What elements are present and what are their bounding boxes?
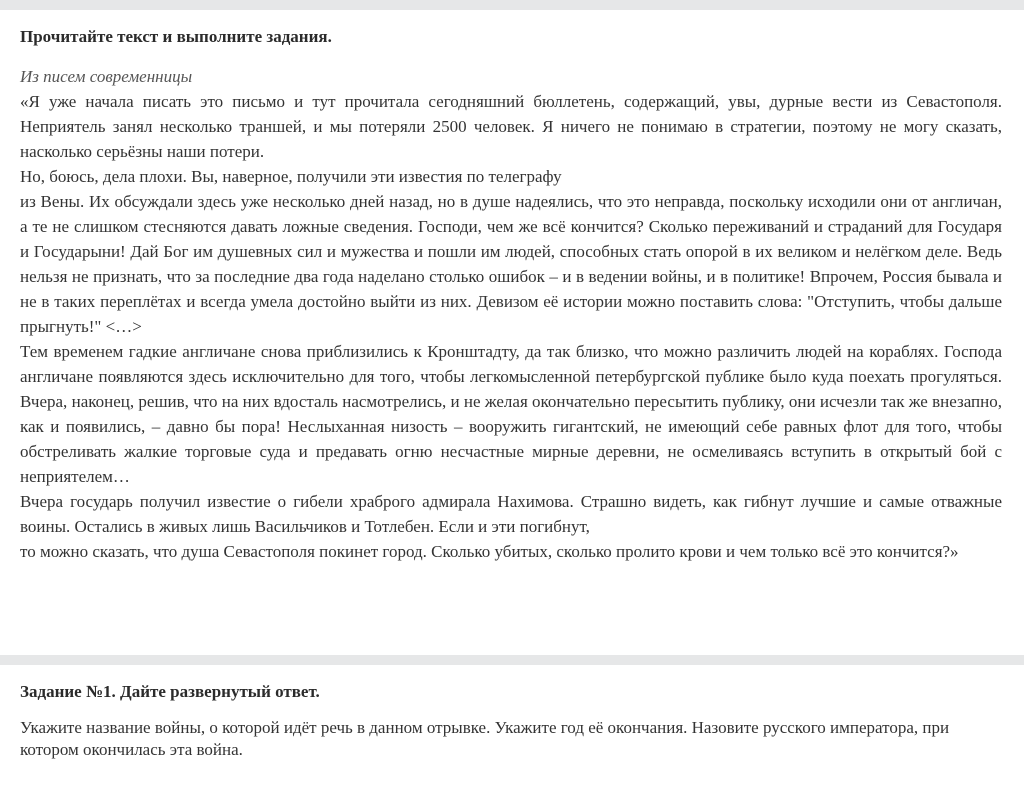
top-divider-band xyxy=(0,0,1024,10)
letter-paragraph: то можно сказать, что душа Севастополя покинет город. Сколько убитых, сколько пролито крови и чем только всё это кончится?» xyxy=(20,542,959,561)
letter-paragraph: Вчера государь получил известие о гибели храброго адмирала Нахимова. Страшно видеть, как гибнут лучшие и самые отважные воины. Остались в живых лишь Васильчиков и Тотлебен. Если и эти погибнут, xyxy=(20,492,1002,536)
letter-paragraph: Но, боюсь, дела плохи. Вы, наверное, получили эти известия по телеграфу xyxy=(20,167,562,186)
letter-paragraph: «Я уже начала писать это письмо и тут прочитала сегодняшний бюллетень, содержащий, увы, дурные вести из Севастополя. Неприятель занял несколько траншей, и мы потеряли 2500 человек. Я ничего не понимаю в стратегии, поэтому не могу сказать, насколько серьёзны наши потери. xyxy=(20,92,1002,161)
letter-paragraph: Тем временем гадкие англичане снова приблизились к Кронштадту, да так близко, что можно различить людей на кораблях. Господа англичане появляются здесь исключительно для того, чтобы легкомысленной петербургской публике было куда поехать прогуляться. Вчера, наконец, решив, что на них вдосталь насмотрелись, и не желая окончательно пересытить публику, они исчезли так же внезапно, как и появились, – давно бы пора! Неслыханная низость – вооружить гигантский, не имеющий себе равных флот для того, чтобы обстреливать жалкие торговые суда и предавать огню несчастные мирные деревни, не осмеливаясь вступить в открытый бой с неприятелем… xyxy=(20,342,1002,486)
task-text: Укажите название войны, о которой идёт речь в данном отрывке. Укажите год её окончания. Назовите русского императора, при котором окончилась эта война. xyxy=(20,718,950,759)
task-heading: Задание №1. Дайте развернутый ответ. xyxy=(20,682,320,701)
source-title: Из писем современницы xyxy=(20,67,193,86)
letter-paragraph: из Вены. Их обсуждали здесь уже несколько дней назад, но в душе надеялись, что это неправда, поскольку исходили они от англичан, а те не слишком стесняются давать ложные сведения. Господи, чем же всё кончится? Сколько переживаний и страданий для Государя и Государыни! Дай Бог им душевных сил и мужества и пошли им людей, способных стать опорой в их великом и нелёгком деле. Ведь нельзя не признать, что за последние два года наделано столько ошибок – и в ведении войны, и в политике! Впрочем, Россия бывала и не в таких переплётах и всегда умела достойно выйти из них. Девизом её истории можно поставить слова: "Отступить, чтобы дальше прыгнуть!" <…> xyxy=(20,192,1002,336)
instruction-heading: Прочитайте текст и выполните задания. xyxy=(20,27,332,46)
letter-text xyxy=(20,89,1002,564)
section-divider-band xyxy=(0,655,1024,665)
